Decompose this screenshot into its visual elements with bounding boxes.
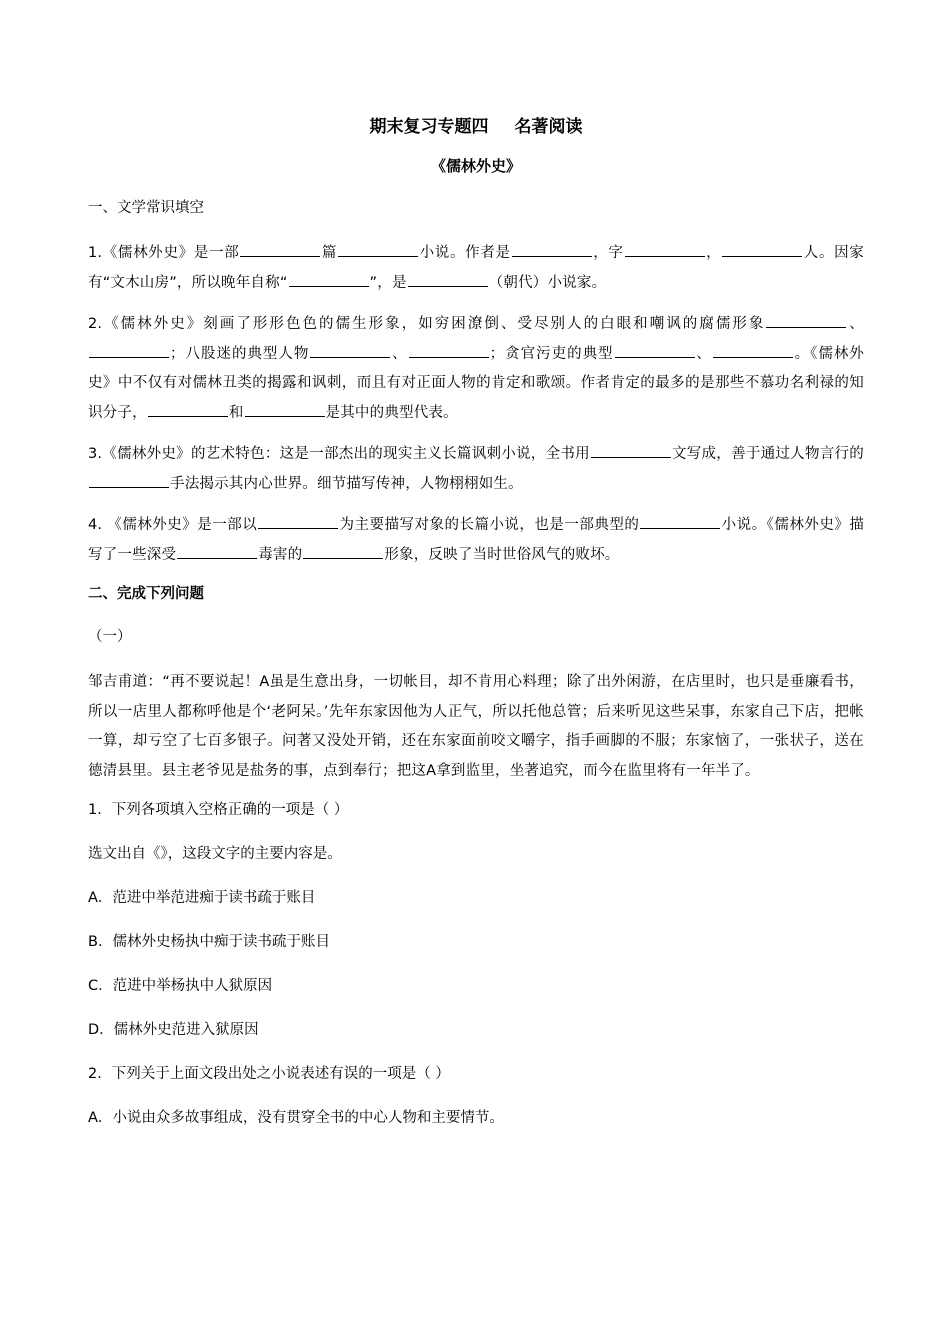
blank[interactable] xyxy=(89,471,169,488)
book-title: 《儒林外史》 xyxy=(430,157,521,175)
option-b[interactable]: B．儒林外史杨执中痴于读书疏于账目 xyxy=(88,934,330,950)
section-1-heading: 一、文学常识填空 xyxy=(88,200,204,216)
q2-text: ；八股迷的典型人物 xyxy=(170,345,310,362)
q3-text: 文写成，善于通过人物言行的 xyxy=(671,446,864,462)
question-2 xyxy=(88,310,864,428)
option-c[interactable]: C．范进中举杨执中人狱原因 xyxy=(88,978,273,994)
q2-text: 2.《儒林外史》刻画了形形色色的儒生形象，如穷困潦倒、受尽别人的白眼和嘲讽的腐儒形象 xyxy=(88,316,766,332)
blank[interactable] xyxy=(640,512,720,529)
blank[interactable] xyxy=(258,512,338,529)
q1-text: ”，是 xyxy=(369,274,407,291)
blank[interactable] xyxy=(89,341,169,358)
part-label: （一） xyxy=(88,629,132,645)
option-a[interactable]: A．小说由众多故事组成，没有贯穿全书的中心人物和主要情节。 xyxy=(88,1110,504,1126)
blank[interactable] xyxy=(512,240,592,257)
q1-text: 人。因家有“文木山房”，所以晚年自称“ xyxy=(88,245,865,291)
section-2-heading: 二、完成下列问题 xyxy=(88,586,204,602)
question-3 xyxy=(88,440,864,499)
q2-text: 是其中的典型代表。 xyxy=(325,404,458,421)
q1-text: 小说。作者是 xyxy=(419,245,511,261)
blank[interactable] xyxy=(177,542,257,559)
q2-text: 和 xyxy=(228,404,244,421)
blank[interactable] xyxy=(722,240,802,257)
blank[interactable] xyxy=(240,240,320,257)
page-title xyxy=(88,112,864,142)
q2-text: ；贪官污吏的典型 xyxy=(489,345,614,362)
blank[interactable] xyxy=(409,341,489,358)
q2-text: 、 xyxy=(391,345,408,362)
q4-text: 4. 《儒林外史》是一部以 xyxy=(88,517,258,533)
q1-text: （朝代）小说家。 xyxy=(488,274,607,291)
q1-text: ，字 xyxy=(592,245,624,261)
mc-question-1-stem: 1．下列各项填入空格正确的一项是（ ） xyxy=(88,802,349,818)
q2-text: 、 xyxy=(847,316,865,332)
blank[interactable] xyxy=(338,240,418,257)
blank[interactable] xyxy=(625,240,705,257)
blank[interactable] xyxy=(310,341,390,358)
blank[interactable] xyxy=(303,542,383,559)
title-part-1: 期末复习专题四 xyxy=(369,117,489,137)
q4-text: 形象，反映了当时世俗风气的败坏。 xyxy=(384,546,620,563)
q4-text: 毒害的 xyxy=(258,546,303,563)
q3-text: 手法揭示其内心世界。细节描写传神，人物栩栩如生。 xyxy=(170,475,523,492)
q3-text: 3.《儒林外史》的艺术特色：这是一部杰出的现实主义长篇讽刺小说，全书用 xyxy=(88,446,590,462)
q1-text: ， xyxy=(705,245,722,261)
q4-text: 小说。《儒林外史》描写了一些深受 xyxy=(88,517,865,563)
option-a[interactable]: A．范进中举范进痴于读书疏于账目 xyxy=(88,890,316,906)
blank[interactable] xyxy=(713,341,793,358)
mc-question-2-stem: 2．下列关于上面文段出处之小说表述有误的一项是（ ） xyxy=(88,1066,450,1082)
document-page xyxy=(88,112,864,1150)
reading-passage: 邹吉甫道：“再不要说起！A虽是生意出身，一切帐目，却不肯用心料理；除了出外闲游，在店里时，也只是垂廉看书，所以一店里人都称呼他是个‘老阿呆。’先年东家因他为人正气，所以托他总管；后来听见这些呆事，东家自己下店，把帐一算，却亏空了七百多银子。问著又没处开销，还在东家面前咬文嚼字，指手画脚的不服；东家恼了，一张状子，送在德清县里。县主老爷见是盐务的事，点到奉行；把这A拿到监里，坐著追究，而今在监里将有一年半了。 xyxy=(88,674,864,779)
q2-text: 、 xyxy=(695,345,712,362)
q1-text: 1.《儒林外史》是一部 xyxy=(88,245,240,261)
q1-text: 篇 xyxy=(321,245,338,261)
q4-text: 为主要描写对象的长篇小说，也是一部典型的 xyxy=(339,517,640,533)
mc-question-1-fill: 选文出自《》，这段文字的主要内容是。 xyxy=(88,846,342,862)
title-part-2: 名著阅读 xyxy=(514,117,583,137)
blank[interactable] xyxy=(766,311,846,328)
blank[interactable] xyxy=(289,270,369,287)
blank[interactable] xyxy=(245,400,325,417)
blank[interactable] xyxy=(408,270,488,287)
blank[interactable] xyxy=(591,441,671,458)
question-1 xyxy=(88,239,864,298)
option-d[interactable]: D．儒林外史范进入狱原因 xyxy=(88,1022,259,1038)
blank[interactable] xyxy=(148,400,228,417)
q2-text: 。《儒林外史》中不仅有对儒林丑类的揭露和讽刺，而且有对正面人物的肯定和歌颂。作者肯定的最多的是那些不慕功名利禄的知识分子， xyxy=(88,345,865,421)
blank[interactable] xyxy=(615,341,695,358)
question-4 xyxy=(88,511,864,570)
